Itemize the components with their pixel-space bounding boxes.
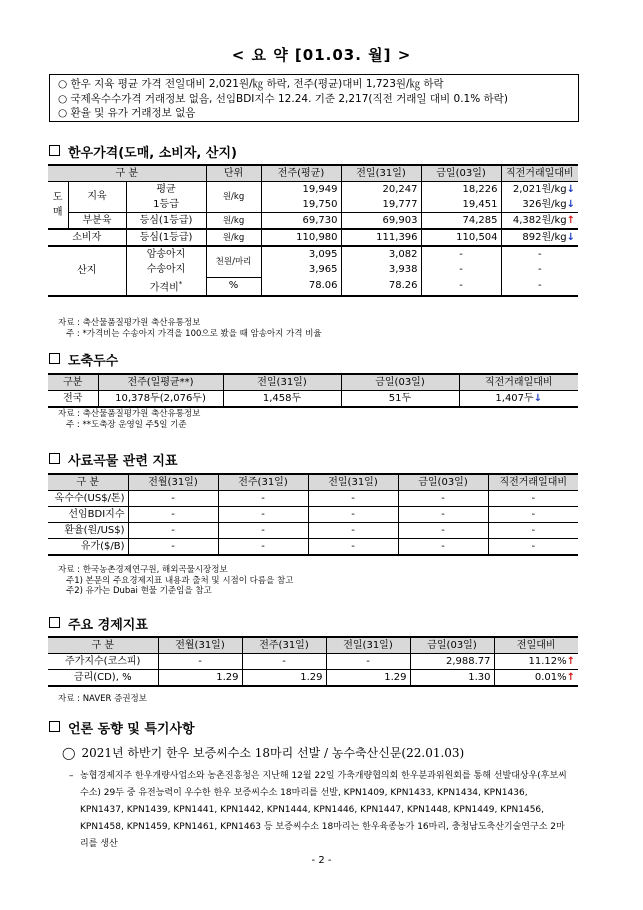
circle-bullet-icon: ◯ <box>62 746 76 760</box>
table-row: 옥수수(US$/톤) - - - - - <box>48 491 578 507</box>
arrow-up-icon: ↑ <box>566 671 575 683</box>
table-row: 산지 암송아지 천원/마리 3,095 3,082 - - <box>48 246 578 262</box>
feed-grain-table <box>48 473 578 556</box>
section-bullet-icon <box>49 617 60 628</box>
table-header-row: 구 분 전월(31일) 전주(31일) 전일(31일) 금일(03일) 직전거래일대비 <box>48 474 578 491</box>
hanwoo-price-table <box>48 164 578 297</box>
table-row: 전국 10,378두(2,076두) 1,458두 51두 1,407두↓ <box>48 391 578 408</box>
table-row: 선임BDI지수 - - - - - <box>48 507 578 523</box>
section-bullet-icon <box>49 145 60 156</box>
summary-box <box>49 74 579 122</box>
section-heading-hanwoo: 한우가격(도매, 소비자, 산지) <box>49 142 237 161</box>
arrow-down-icon: ↓ <box>566 198 576 210</box>
section-heading-economy: 주요 경제지표 <box>49 614 148 633</box>
table-row: 부분육 등심(1등급) 원/kg 69,730 69,903 74,285 4,382원/kg↑ <box>48 213 578 230</box>
economy-notes: 자료 : NAVER 증권정보 <box>58 694 147 704</box>
dash-bullet: – <box>69 771 74 781</box>
arrow-down-icon: ↓ <box>566 183 576 195</box>
section-bullet-icon <box>49 353 60 364</box>
section-heading-feed: 사료곡물 관련 지표 <box>49 450 178 469</box>
table-row: 주가지수(코스피) - - - 2,988.77 11.12%↑ <box>48 654 578 670</box>
page-title: < 요 약 [01.03. 월] > <box>231 46 412 64</box>
slaughter-table <box>48 373 578 408</box>
table-row: 환율(원/US$) - - - - - <box>48 523 578 539</box>
news-body: – 농협경제지주 한우개량사업소와 농촌진흥청은 지난해 12월 22일 가축개량협의회 한우분과위원회를 통해 선발대상우(후보씨수소) 29두 중 유전능력이 우수한 한우 보증씨수소 18마리를 선발, KPN1409, KPN1433, KPN1434, KPN1436, KPN1437, KPN1439, KPN1441, KPN1442, KPN1444, KPN1446, KPN1447, KPN1448, KPN1449, KPN1456, KPN1458, KPN1459, KPN1461, KPN1463 등 보증씨수소 18마리는 한우육종농가 16마리, 충청남도축산기술연구소 2마리를 생산 <box>80 768 572 853</box>
hanwoo-notes: 자료 : 축산물품질평가원 축산유통정보 주 : *가격비는 수송아지 가격을 100으로 봤을 때 암송아지 가격 비율 <box>58 318 322 339</box>
feed-notes: 자료 : 한국농촌경제연구원, 해외곡물시장정보 주1) 본문의 주요경제지표 내용과 출처 및 시점이 다름을 참고 주2) 유가는 Dubai 현물 기준임을 참고 <box>58 565 294 596</box>
table-header-row: 구 분 단위 전주(평균) 전일(31일) 금일(03일) 직전거래일대비 <box>48 165 578 182</box>
arrow-down-icon: ↓ <box>566 231 576 243</box>
table-row: 소비자 등심(1등급) 원/kg 110,980 111,396 110,504 892원/kg↓ <box>48 229 578 246</box>
arrow-up-icon: ↑ <box>566 655 575 667</box>
table-row: 수송아지 3,965 3,938 - - <box>48 262 578 277</box>
table-row: 도 매 지육 평균 원/kg 19,949 20,247 18,226 2,021원/kg↓ <box>48 182 578 198</box>
arrow-down-icon: ↓ <box>533 392 543 404</box>
table-row: 1등급 19,750 19,777 19,451 326원/kg↓ <box>48 197 578 213</box>
economy-table <box>48 636 578 687</box>
summary-line: ○ 국제옥수수가격 거래정보 없음, 선임BDI지수 12.24. 기준 2,217(직전 거래일 대비 0.1% 하락) <box>58 92 508 105</box>
summary-line: ○ 환율 및 유가 거래정보 없음 <box>58 107 196 119</box>
summary-line: ○ 한우 지육 평균 가격 전일대비 2,021원/㎏ 하락, 전주(평균)대비 1,723원/㎏ 하락 <box>58 78 444 90</box>
table-row: 유가($/B) - - - - - <box>48 539 578 556</box>
section-heading-news: 언론 동향 및 특기사항 <box>49 718 195 737</box>
slaughter-notes: 자료 : 축산물품질평가원 축산유통정보 주 : **도축장 운영일 주5일 기준 <box>58 409 201 430</box>
table-row: 가격비* % 78.06 78.26 - - <box>48 277 578 296</box>
table-header-row: 구분 전주(일평균**) 전일(31일) 금일(03일) 직전거래일대비 <box>48 374 578 391</box>
section-bullet-icon <box>49 721 60 732</box>
page-number: - 2 - <box>311 855 332 866</box>
table-header-row: 구 분 전월(31일) 전주(31일) 전일(31일) 금일(03일) 전일대비 <box>48 637 578 654</box>
arrow-up-icon: ↑ <box>566 214 576 226</box>
section-heading-slaughter: 도축두수 <box>49 350 118 369</box>
news-headline: ◯ 2021년 하반기 한우 보증씨수소 18마리 선발 / 농수축산신문(22.01.03) <box>62 746 465 760</box>
section-bullet-icon <box>49 453 60 464</box>
table-row: 금리(CD), % 1.29 1.29 1.29 1.30 0.01%↑ <box>48 670 578 687</box>
